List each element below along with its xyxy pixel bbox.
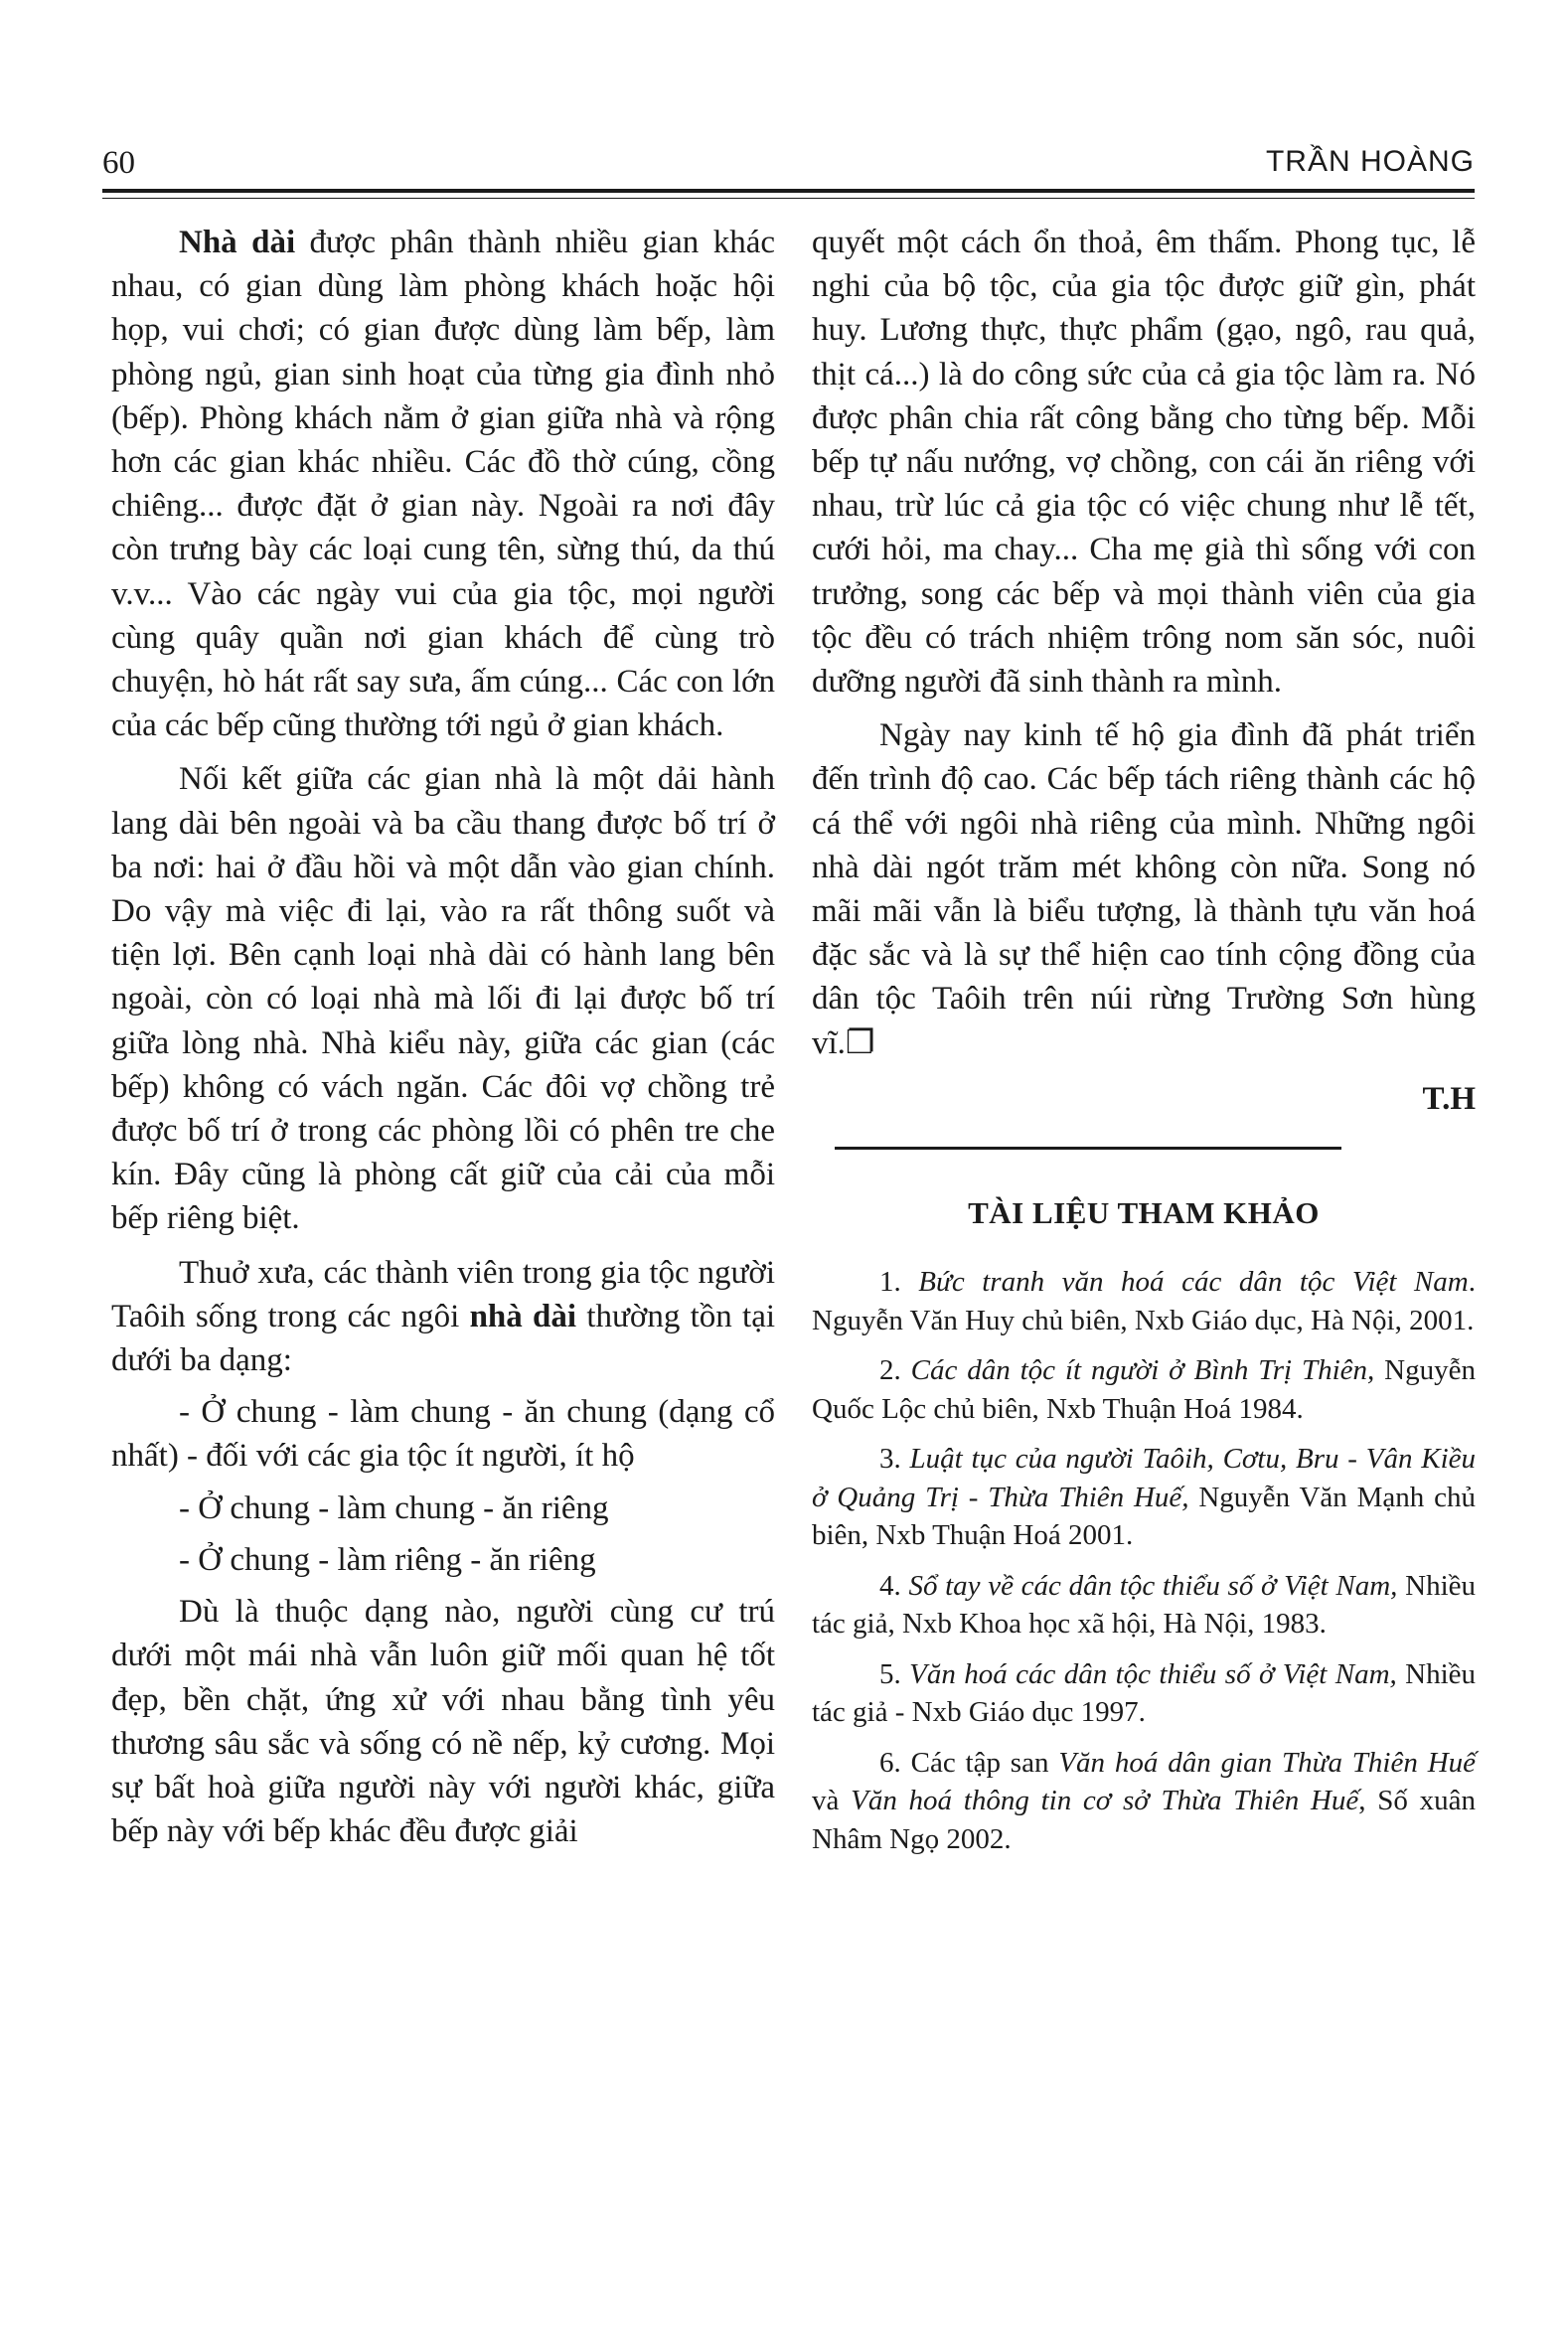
page-header — [102, 137, 1475, 187]
header-rule-thin — [102, 198, 1475, 199]
reference-details: Nhiều tác giả, Nxb Khoa học xã hội, Hà Nội, 1983. — [812, 1569, 1476, 1641]
list-item: - Ở chung - làm riêng - ăn riêng — [179, 1541, 596, 1578]
paragraph-text: thường tồn tại dưới ba dạng: — [111, 1298, 776, 1379]
left-column — [111, 221, 775, 1853]
list-item: - Ở chung - làm chung - ăn riêng — [179, 1489, 609, 1526]
paragraph — [111, 221, 775, 747]
paragraph-text: được phân thành nhiều gian khác nhau, có gian dùng làm phòng khách hoặc hội họp, vui chơi; có gian được dùng làm bếp, làm phòng ngủ, gian sinh hoạt của từng gia đình nhỏ (bếp). Phòng khách nằm ở gian giữa nhà và rộng hơn các gian khác nhiều. Các đồ thờ cúng, cồng chiêng... được đặt ở gian này. Ngoài ra nơi đây còn trưng bày các loại cung tên, sừng thú, da thú v.v... Vào các ngày vui của gia tộc, mọi người cùng quây quần nơi gian khách để cùng trò chuyện, hò hát rất say sưa, ấm cúng... Các con lớn của các bếp cũng thường tới ngủ ở gian khách. — [111, 225, 775, 744]
reference-title: Sổ tay về các dân tộc thiểu số ở Việt Nam, — [908, 1569, 1398, 1602]
reference-details: Nhiều tác giả - Nxb Giáo dục 1997. — [812, 1657, 1477, 1729]
paragraph: quyết một cách ổn thoả, êm thấm. Phong tục, lễ nghi của bộ tộc, của gia tộc được giữ gìn, phát huy. Lương thực, thực phẩm (gạo, ngô, rau quả, thịt cá...) là do công sức của cả gia tộc làm ra. Nó được phân chia rất công bằng cho từng bếp. Mỗi bếp tự nấu nướng, vợ chồng, con cái ăn riêng với nhau, trừ lúc cả gia tộc có việc chung như lễ tết, cưới hỏi, ma chay... Cha mẹ già thì sống với con trưởng, song các bếp và mọi thành viên của gia tộc đều có trách nhiệm trông nom săn sóc, nuôi dưỡng người đã sinh thành ra mình. — [812, 225, 1476, 701]
paragraph: Nối kết giữa các gian nhà là một dải hành lang dài bên ngoài và ba cầu thang được bố trí ở ba nơi: hai ở đầu hồi và một dẫn vào gian chính. Do vậy mà việc đi lại, vào ra rất thông suốt và tiện lợi. Bên cạnh loại nhà dài có hành lang bên ngoài, còn có loại nhà mà lối đi lại được bố trí giữa lòng nhà. Nhà kiểu này, giữa các gian (các bếp) không có vách ngăn. Các đôi vợ chồng trẻ được bố trí ở trong các phòng lồi có phên tre che kín. Đây cũng là phòng cất giữ của cải của mỗi bếp riêng biệt. — [111, 761, 775, 1237]
reference-number: 2. — [879, 1354, 911, 1387]
reference-details: Nguyễn Quốc Lộc chủ biên, Nxb Thuận Hoá 1984. — [812, 1354, 1476, 1425]
reference-title: Văn hoá dân gian Thừa Thiên Huế — [1058, 1746, 1477, 1779]
reference-title: Văn hoá thông tin cơ sở Thừa Thiên Huế — [851, 1785, 1359, 1817]
paragraph: Dù là thuộc dạng nào, người cùng cư trú dưới một mái nhà vẫn luôn giữ mối quan hệ tốt đẹp, bền chặt, ứng xử với nhau bằng tình yêu thương sâu sắc và sống có nề nếp, kỷ cương. Mọi sự bất hoà giữa người này với người khác, giữa bếp này với bếp khác đều được giải — [111, 1594, 775, 1850]
reference-item — [812, 1567, 1476, 1644]
reference-details: . Nguyễn Văn Huy chủ biên, Nxb Giáo dục, Hà Nội, 2001. — [812, 1266, 1477, 1336]
list-item: - Ở chung - làm chung - ăn chung (dạng cổ nhất) - đối với các gia tộc ít người, ít hộ — [111, 1394, 775, 1475]
section-divider — [835, 1147, 1341, 1150]
paragraph — [111, 1251, 775, 1383]
page-number: 60 — [102, 145, 135, 181]
reference-title: Các dân tộc ít người ở Bình Trị Thiên, — [910, 1354, 1375, 1387]
reference-title: Luật tục của người Taôih, Cơtu, Bru - Vân Kiều ở Quảng Trị - Thừa Thiên Huế, — [812, 1443, 1477, 1513]
references-list — [812, 1263, 1476, 1858]
reference-details: , Số xuân Nhâm Ngọ 2002. — [812, 1785, 1476, 1855]
reference-number: 4. — [879, 1569, 909, 1602]
reference-title: Văn hoá các dân tộc thiểu số ở Việt Nam, — [909, 1657, 1397, 1690]
reference-item — [812, 1655, 1476, 1732]
paragraph-text: Thuở xưa, các thành viên trong gia tộc người Taôih sống trong các ngôi — [111, 1254, 775, 1334]
reference-item — [812, 1440, 1476, 1555]
reference-title: Bức tranh văn hoá các dân tộc Việt Nam — [918, 1266, 1469, 1299]
author-signature: T.H — [1422, 1080, 1476, 1117]
reference-number: 3. — [879, 1443, 910, 1476]
reference-details: Nguyễn Văn Mạnh chủ biên, Nxb Thuận Hoá 2001. — [812, 1481, 1477, 1552]
right-column — [812, 221, 1476, 1870]
reference-item — [812, 1263, 1476, 1339]
reference-text: 6. Các tập san — [879, 1746, 1059, 1779]
header-rule-thick — [102, 189, 1475, 193]
reference-item — [812, 1744, 1476, 1859]
reference-item — [812, 1351, 1476, 1428]
paragraph: Ngày nay kinh tế hộ gia đình đã phát triển đến trình độ cao. Các bếp tách riêng thành các hộ cá thể với ngôi nhà riêng của mình. Những ngôi nhà dài ngót trăm mét không còn nữa. Song nó mãi mãi vẫn là biểu tượng, là thành tựu văn hoá đặc sắc và là sự thể hiện cao tính cộng đồng của dân tộc Taôih trên núi rừng Trường Sơn hùng vĩ.❐ — [812, 717, 1476, 1061]
bold-term: nhà dài — [469, 1298, 577, 1334]
references-title: TÀI LIỆU THAM KHẢO — [968, 1195, 1320, 1231]
reference-number: 1. — [879, 1266, 919, 1299]
bold-term: Nhà dài — [179, 225, 296, 260]
running-head-author: TRẦN HOÀNG — [1265, 145, 1475, 178]
reference-number: 5. — [879, 1657, 910, 1690]
reference-text: và — [812, 1785, 852, 1817]
